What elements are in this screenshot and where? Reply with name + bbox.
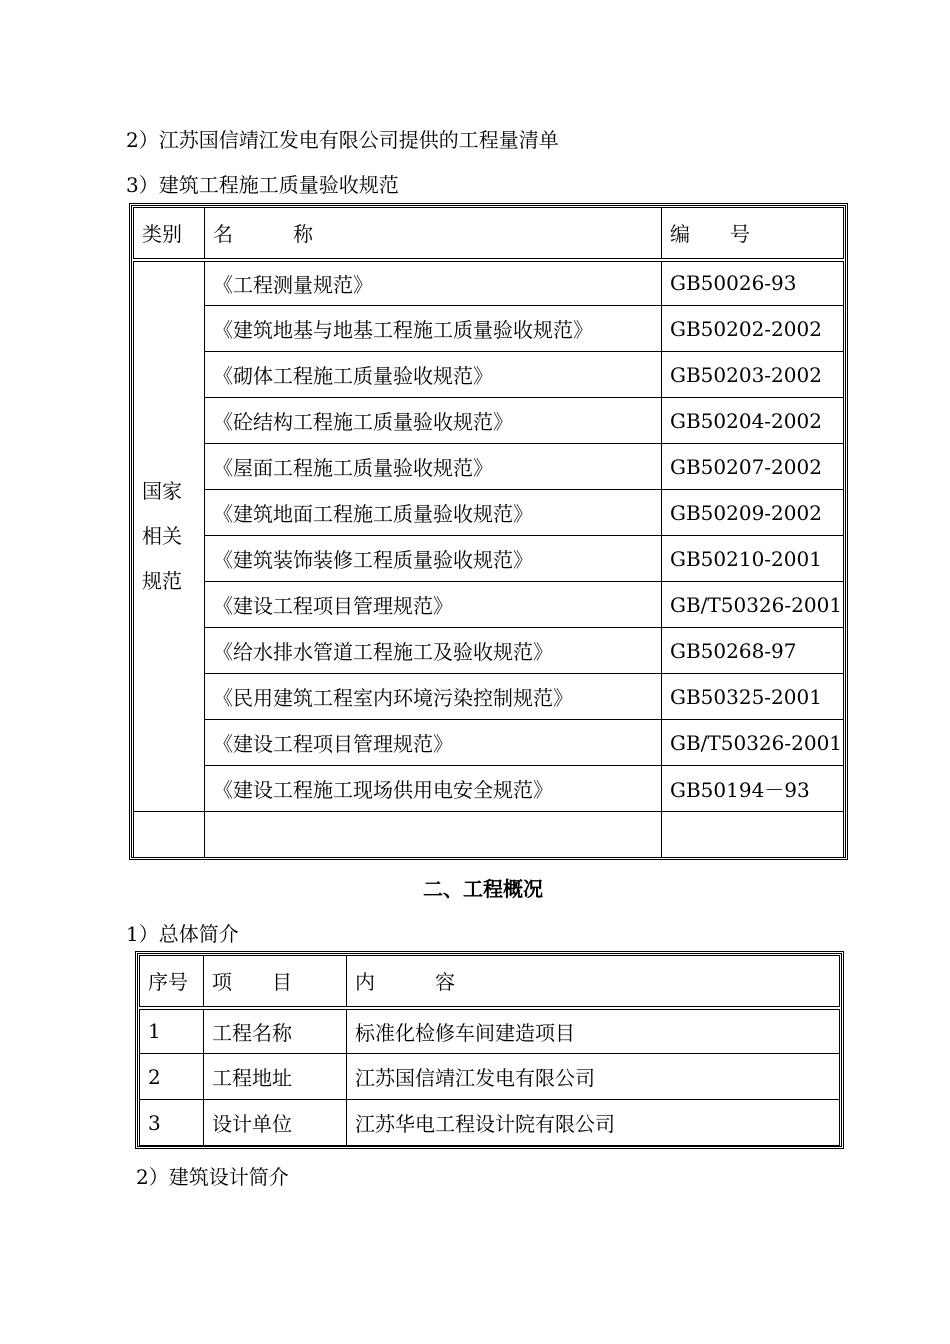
standard-name: 《屋面工程施工质量验收规范》 bbox=[205, 444, 662, 490]
overview-table bbox=[135, 951, 844, 1149]
standard-name: 《建筑装饰装修工程质量验收规范》 bbox=[205, 536, 662, 582]
standard-code: GB50210-2001 bbox=[662, 536, 844, 582]
overview-no: 2 bbox=[140, 1054, 204, 1100]
overview-table-header bbox=[140, 956, 840, 1008]
standard-code: GB50194－93 bbox=[662, 766, 844, 812]
standards-row bbox=[134, 628, 844, 674]
overview-no: 3 bbox=[140, 1100, 204, 1146]
standards-row bbox=[134, 444, 844, 490]
standards-row bbox=[134, 674, 844, 720]
standard-name: 《建设工程项目管理规范》 bbox=[205, 582, 662, 628]
standard-name: 《建筑地面工程施工质量验收规范》 bbox=[205, 490, 662, 536]
header-item: 项 目 bbox=[204, 956, 347, 1008]
intro-line-1: 2）江苏国信靖江发电有限公司提供的工程量清单 bbox=[126, 128, 559, 152]
section-title: 二、工程概况 bbox=[423, 877, 543, 901]
overview-row bbox=[140, 1008, 840, 1054]
standards-row bbox=[134, 766, 844, 812]
standards-row bbox=[134, 582, 844, 628]
standard-code: GB50203-2002 bbox=[662, 352, 844, 398]
standard-name: 《砼结构工程施工质量验收规范》 bbox=[205, 398, 662, 444]
empty-cell bbox=[205, 812, 662, 858]
standard-code: GB50026-93 bbox=[662, 260, 844, 306]
standards-row bbox=[134, 490, 844, 536]
standards-empty-row bbox=[134, 812, 844, 858]
header-content: 内 容 bbox=[347, 956, 840, 1008]
overview-item: 工程地址 bbox=[204, 1054, 347, 1100]
standard-code: GB/T50326-2001 bbox=[662, 720, 844, 766]
empty-cell bbox=[662, 812, 844, 858]
design-label: 2）建筑设计简介 bbox=[136, 1165, 289, 1189]
overview-content: 江苏华电工程设计院有限公司 bbox=[347, 1100, 840, 1146]
overview-item: 工程名称 bbox=[204, 1008, 347, 1054]
header-name: 名 称 bbox=[205, 208, 662, 260]
overview-content: 标准化检修车间建造项目 bbox=[347, 1008, 840, 1054]
standard-code: GB50209-2002 bbox=[662, 490, 844, 536]
overview-label: 1）总体简介 bbox=[126, 922, 239, 946]
standard-name: 《工程测量规范》 bbox=[205, 260, 662, 306]
standard-name: 《砌体工程施工质量验收规范》 bbox=[205, 352, 662, 398]
header-no: 序号 bbox=[140, 956, 204, 1008]
standards-row bbox=[134, 720, 844, 766]
intro-line-2: 3）建筑工程施工质量验收规范 bbox=[126, 173, 399, 197]
standard-code: GB50268-97 bbox=[662, 628, 844, 674]
empty-cell bbox=[134, 812, 205, 858]
standard-name: 《建设工程项目管理规范》 bbox=[205, 720, 662, 766]
standard-name: 《建筑地基与地基工程施工质量验收规范》 bbox=[205, 306, 662, 352]
standard-name: 《民用建筑工程室内环境污染控制规范》 bbox=[205, 674, 662, 720]
standards-table-header bbox=[134, 208, 844, 260]
standards-table bbox=[129, 203, 848, 860]
overview-item: 设计单位 bbox=[204, 1100, 347, 1146]
header-code: 编 号 bbox=[662, 208, 844, 260]
overview-content: 江苏国信靖江发电有限公司 bbox=[347, 1054, 840, 1100]
standards-row bbox=[134, 306, 844, 352]
standard-code: GB/T50326-2001 bbox=[662, 582, 844, 628]
standards-row bbox=[134, 398, 844, 444]
overview-row bbox=[140, 1100, 840, 1146]
overview-row bbox=[140, 1054, 840, 1100]
standards-row bbox=[134, 260, 844, 306]
header-category: 类别 bbox=[134, 208, 205, 260]
standards-row bbox=[134, 352, 844, 398]
standard-code: GB50202-2002 bbox=[662, 306, 844, 352]
standard-code: GB50207-2002 bbox=[662, 444, 844, 490]
category-cell: 国家 相关 规范 bbox=[134, 260, 205, 812]
standard-name: 《建设工程施工现场供用电安全规范》 bbox=[205, 766, 662, 812]
standard-name: 《给水排水管道工程施工及验收规范》 bbox=[205, 628, 662, 674]
standards-row bbox=[134, 536, 844, 582]
standard-code: GB50204-2002 bbox=[662, 398, 844, 444]
overview-no: 1 bbox=[140, 1008, 204, 1054]
standard-code: GB50325-2001 bbox=[662, 674, 844, 720]
